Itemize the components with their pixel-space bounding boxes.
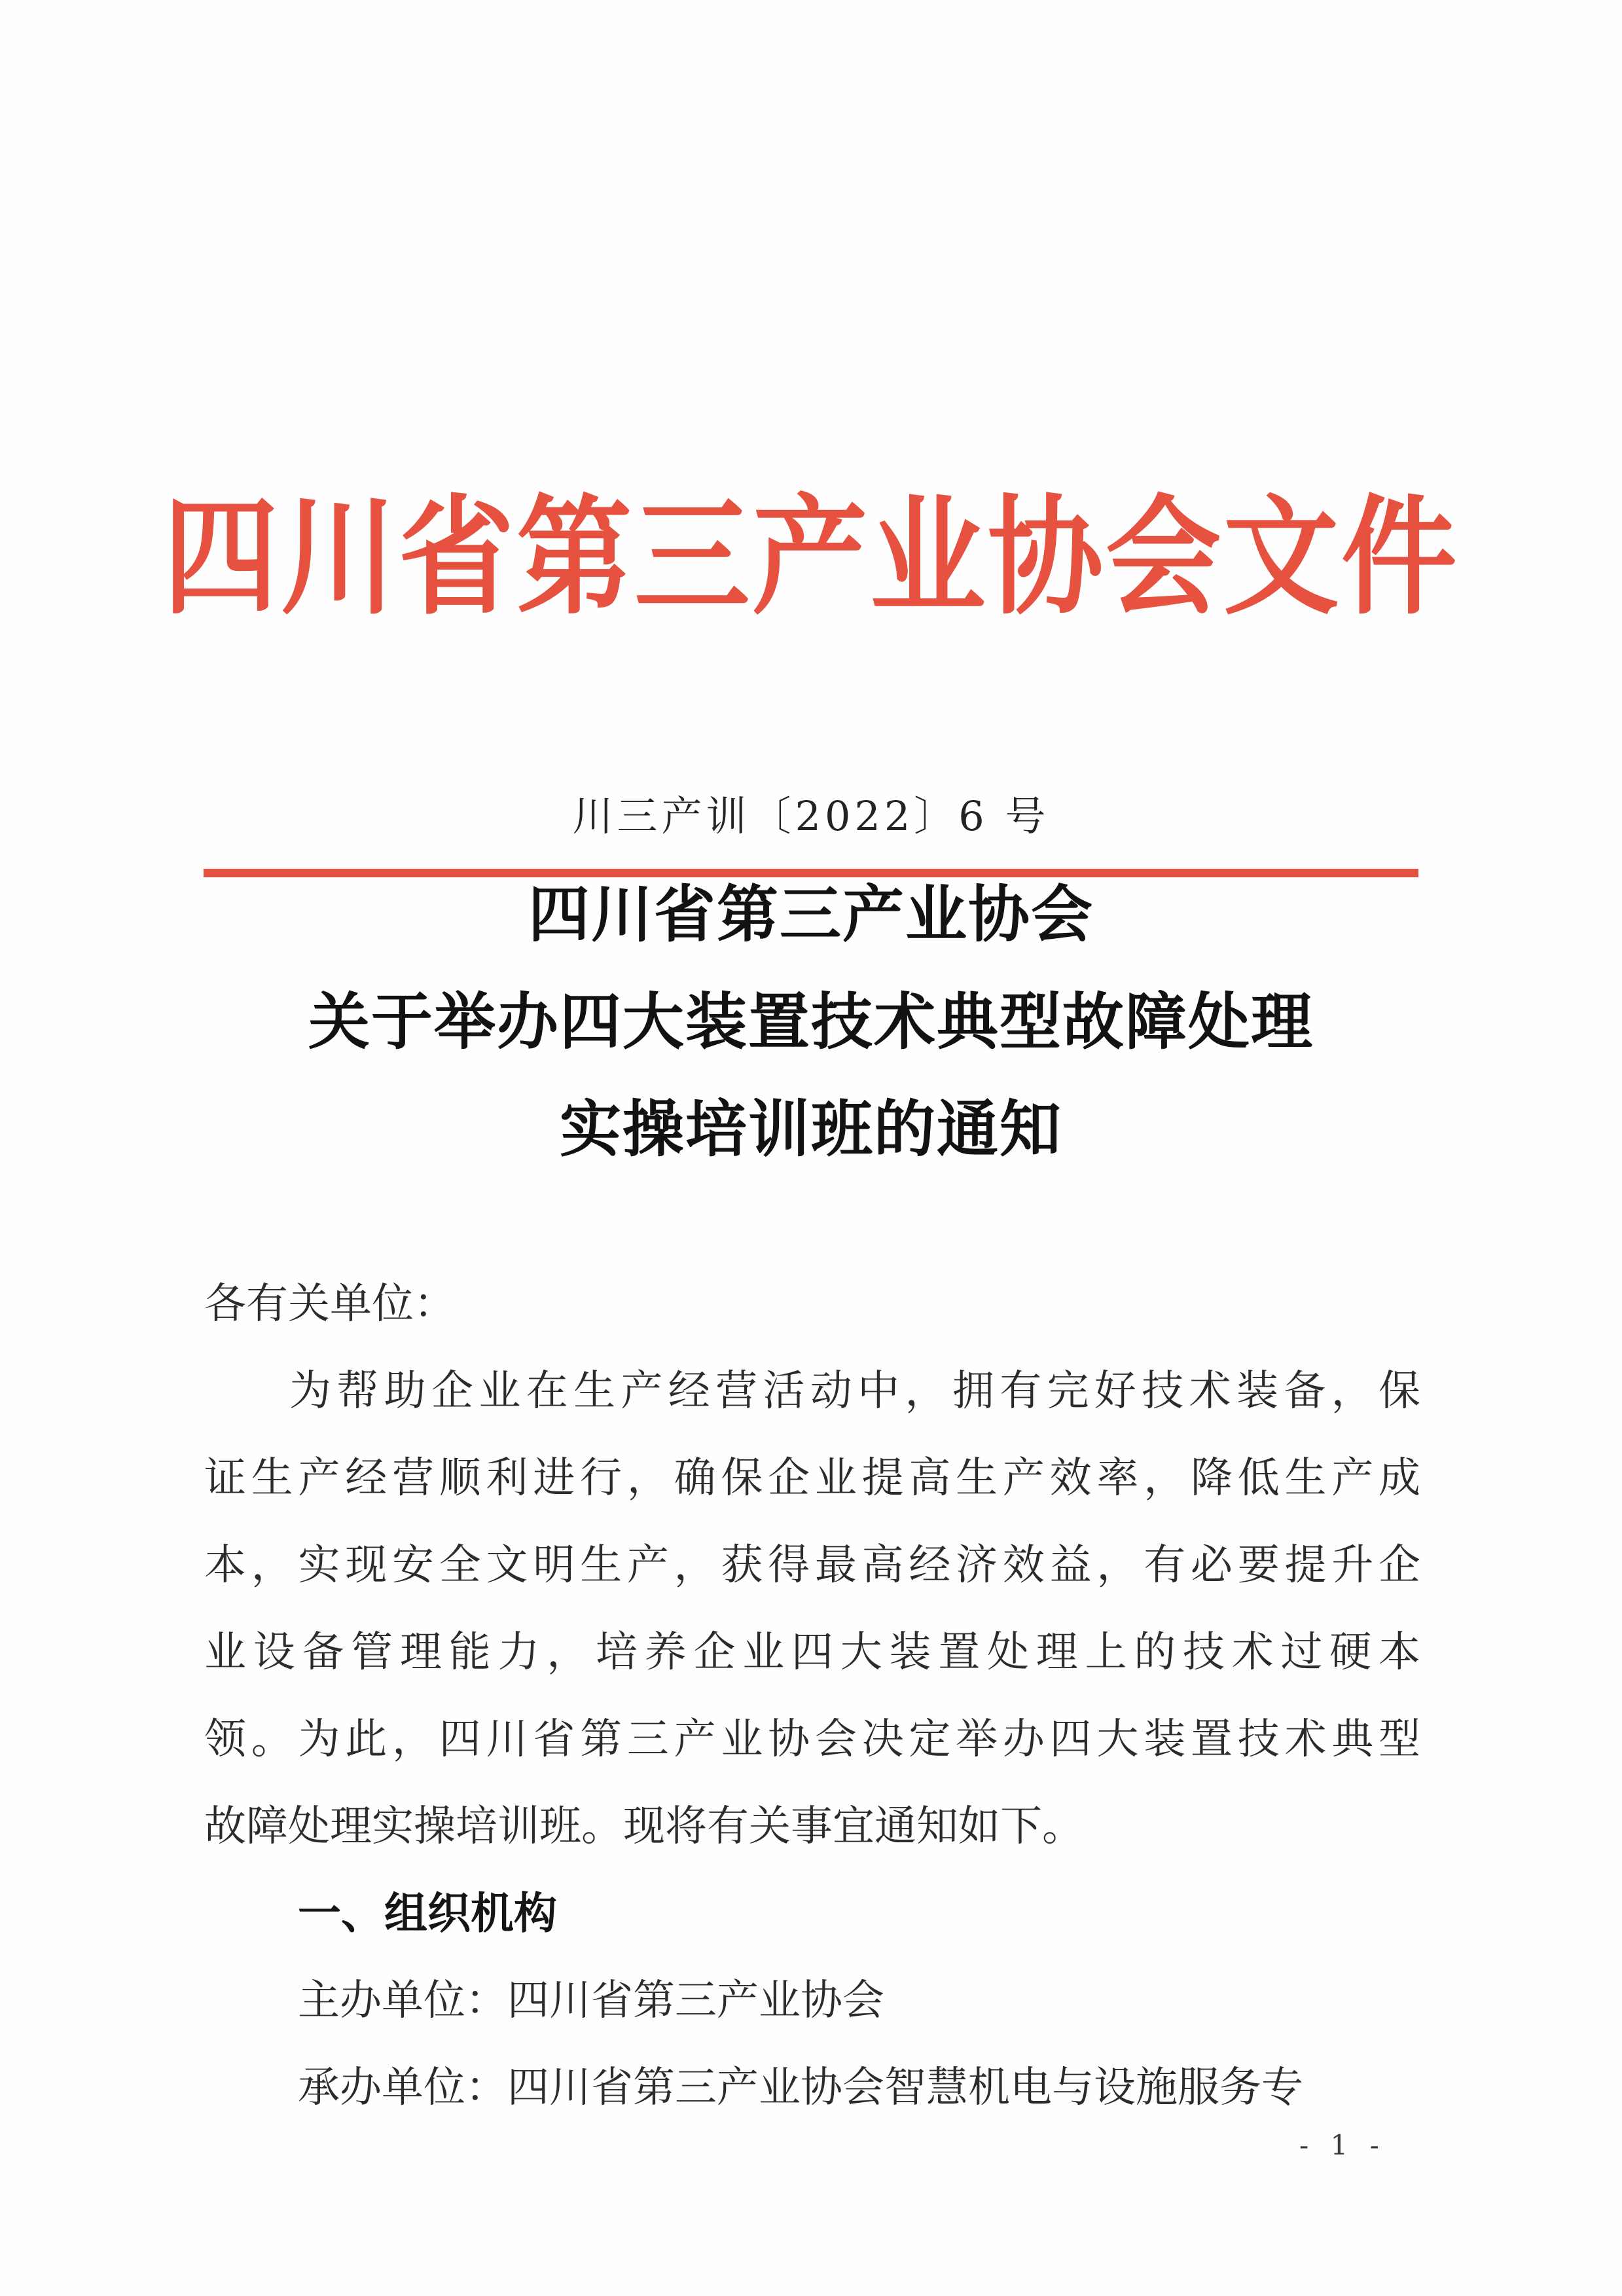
paragraph-line: 领。为此，四川省第三产业协会决定举办四大装置技术典型 bbox=[204, 1715, 1420, 1764]
page-number: - 1 - bbox=[1299, 2129, 1386, 2161]
salutation: 各有关单位： bbox=[204, 1280, 456, 1328]
document-title-line-2: 关于举办四大装置技术典型故障处理 bbox=[308, 987, 1314, 1058]
organizer-unit-line: 承办单位：四川省第三产业协会智慧机电与设施服务专 bbox=[298, 2064, 1303, 2112]
paragraph-line: 故障处理实操培训班。现将有关事宜通知如下。 bbox=[204, 1802, 1084, 1851]
host-unit-line: 主办单位：四川省第三产业协会 bbox=[298, 1977, 884, 2025]
section-heading-organization: 一、组织机构 bbox=[298, 1888, 557, 1939]
paragraph-line: 本，实现安全文明生产，获得最高经济效益，有必要提升企 bbox=[204, 1541, 1420, 1590]
document-title-line-1: 四川省第三产业协会 bbox=[528, 879, 1094, 951]
document-title bbox=[0, 879, 1622, 1205]
red-divider-line bbox=[204, 869, 1418, 877]
red-header-title: 四川省第三产业协会文件 bbox=[162, 482, 1459, 632]
document-title-line-3: 实操培训班的通知 bbox=[559, 1094, 1062, 1165]
document-number: 川三产训〔2022〕6 号 bbox=[572, 792, 1050, 840]
paragraph-line: 业设备管理能力，培养企业四大装置处理上的技术过硬本 bbox=[204, 1628, 1420, 1677]
document-body bbox=[204, 1274, 1420, 2145]
paragraph-line: 为帮助企业在生产经营活动中，拥有完好技术装备，保 bbox=[289, 1367, 1420, 1415]
paragraph-line: 证生产经营顺利进行，确保企业提高生产效率，降低生产成 bbox=[204, 1454, 1420, 1503]
